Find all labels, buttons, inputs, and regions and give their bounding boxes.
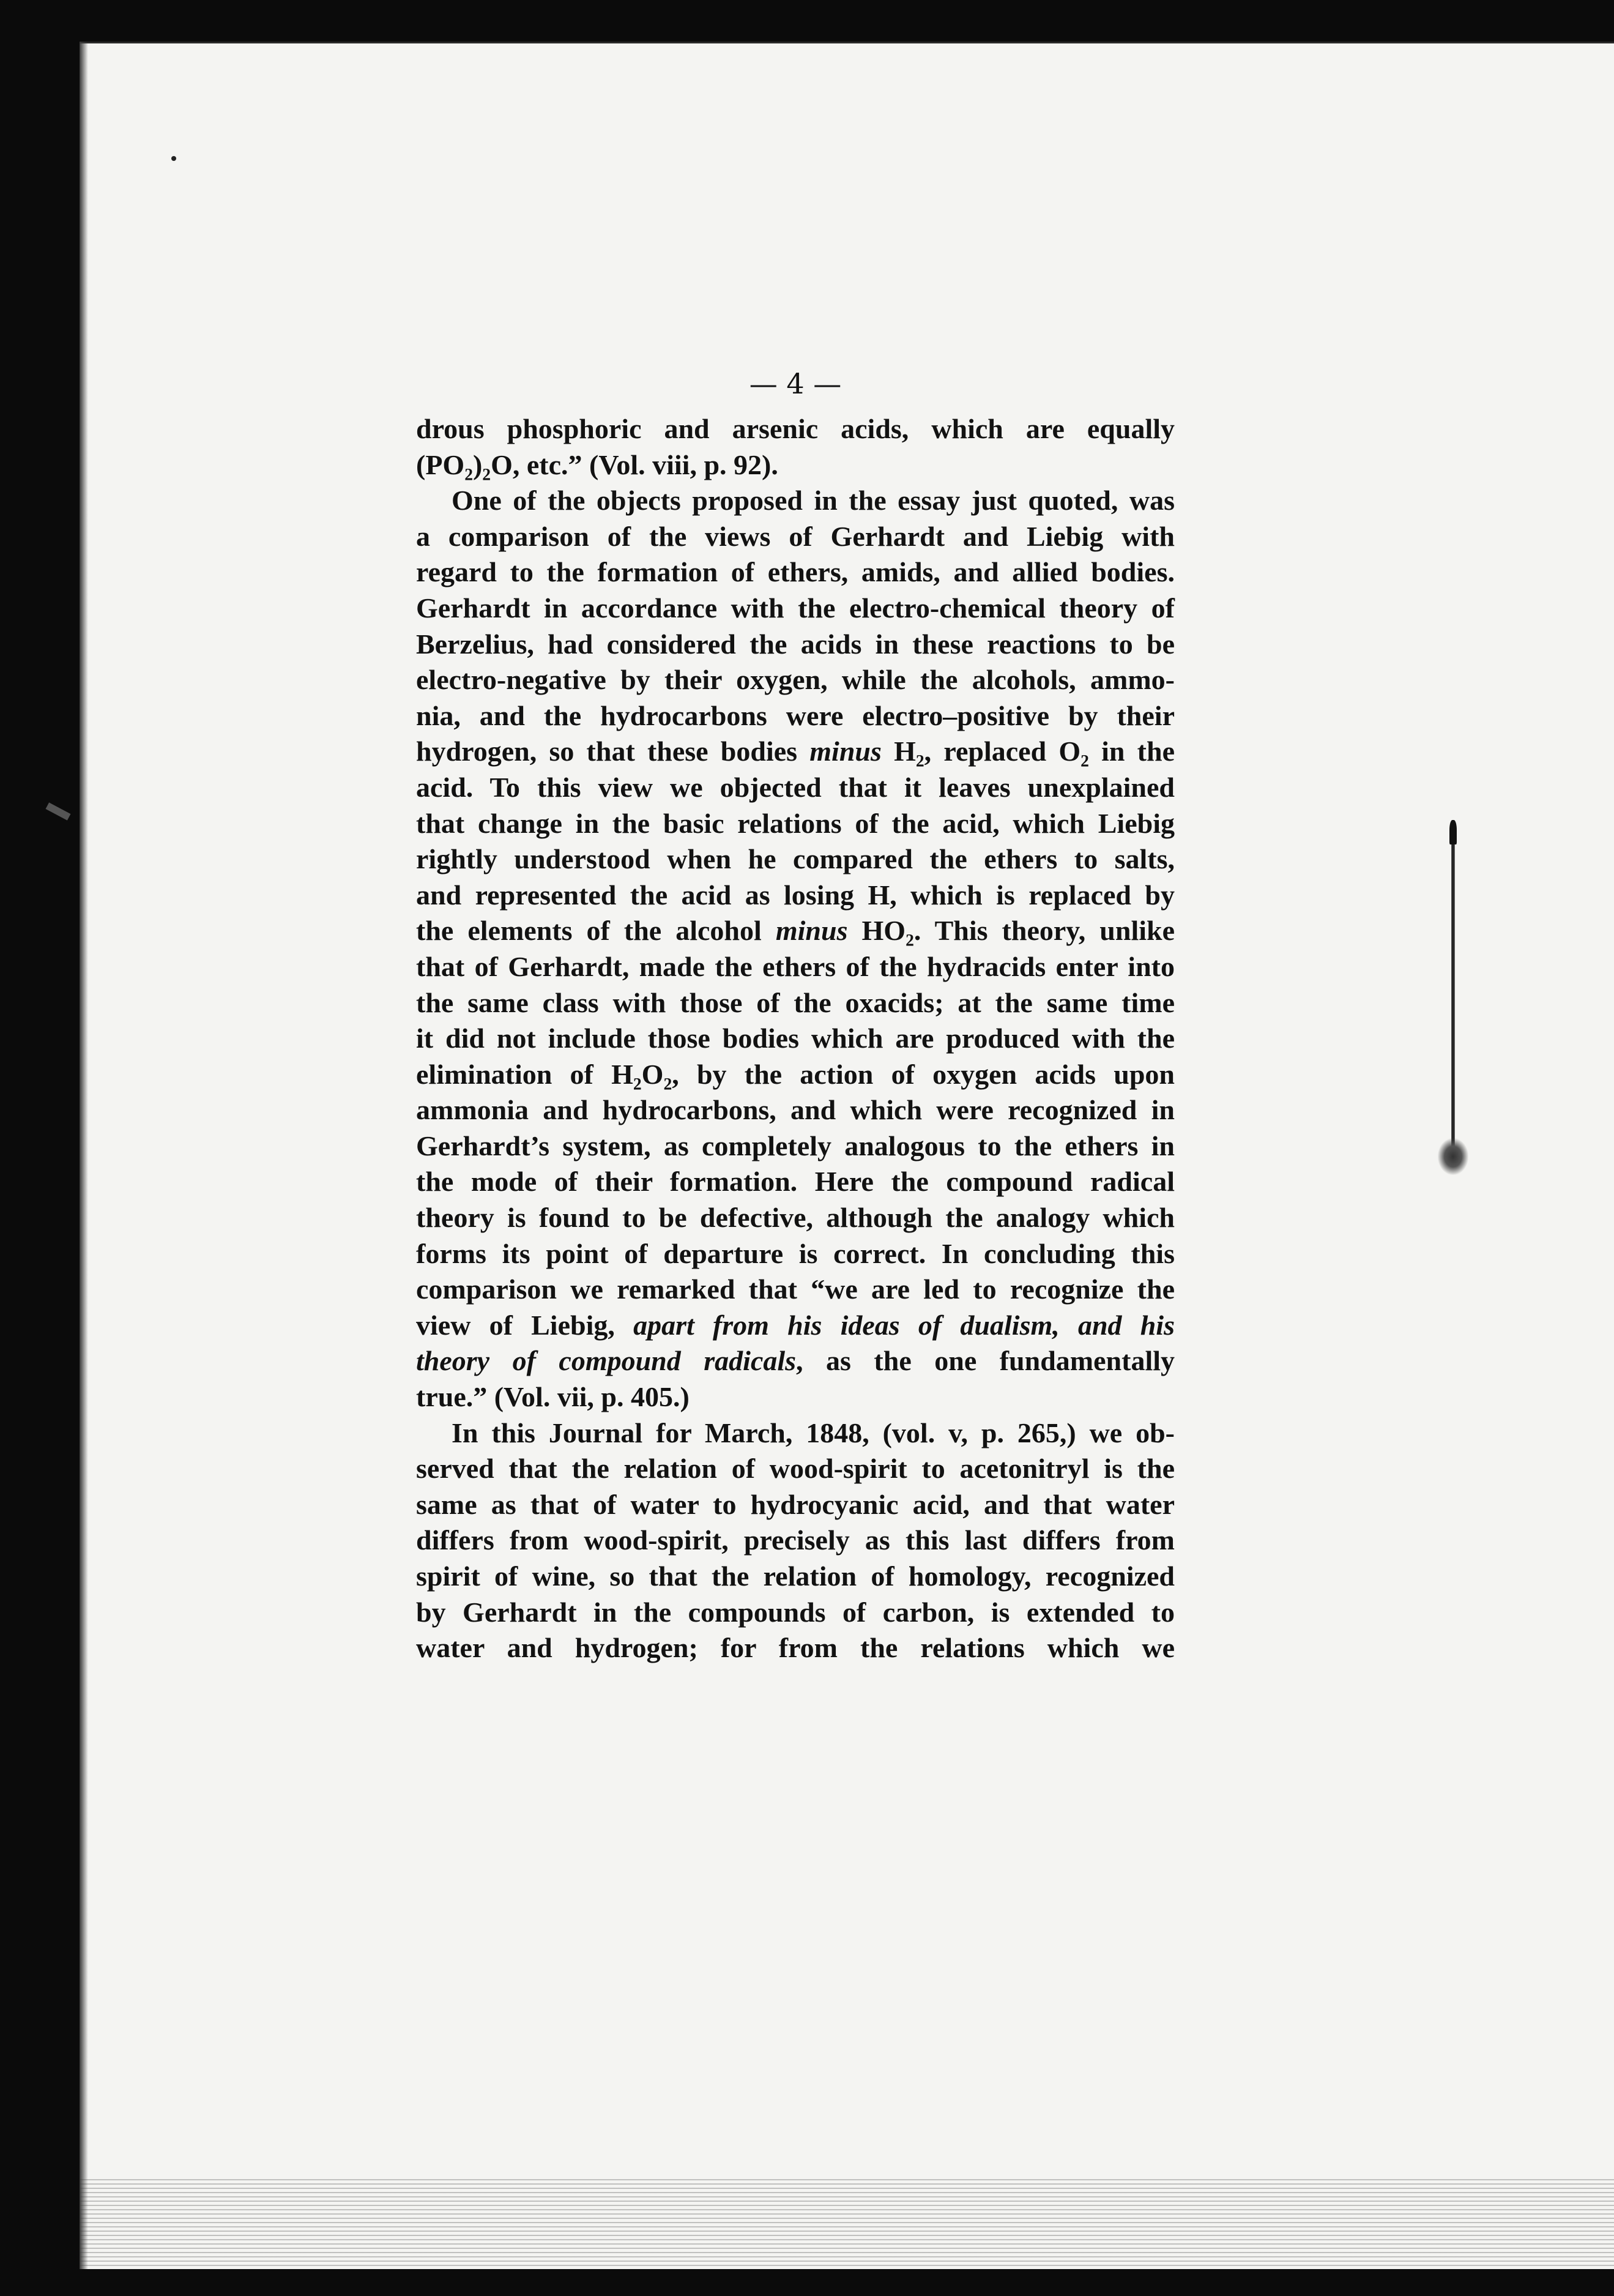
- text-line: by Gerhardt in the compounds of carbon, is extended to: [416, 1596, 1175, 1628]
- text-line: the same class with those of the oxacids; at the same time: [416, 986, 1175, 1018]
- text-line: and represented the acid as losing H, which is replaced by: [416, 879, 1175, 911]
- text-line: Berzelius, had considered the acids in these reactions to be: [416, 628, 1175, 660]
- page-bottom-edge: [80, 2179, 1614, 2270]
- text-line: In this Journal for March, 1848, (vol. v, p. 265,) we ob-: [452, 1417, 1175, 1448]
- text-line: (PO₂)₂O, etc.” (Vol. viii, p. 92).: [416, 449, 778, 480]
- text-line: the elements of the alcohol minus HO₂. This theory, unlike: [416, 915, 1175, 947]
- text-line: electro-negative by their oxygen, while the alcohols, ammo-: [416, 664, 1175, 696]
- text-line: drous phosphoric and arsenic acids, which are equally: [416, 413, 1175, 444]
- text-line: Gerhardt’s system, as completely analogous to the ethers in: [416, 1130, 1175, 1161]
- dust-speck: [171, 156, 176, 161]
- binding-mark-tip: [1449, 820, 1457, 844]
- text-line: the mode of their formation. Here the compound radical: [416, 1166, 1175, 1198]
- scan-left-edge: [0, 0, 80, 2296]
- text-line: rightly understood when he compared the ethers to salts,: [416, 843, 1175, 875]
- italic-phrase: minus: [775, 915, 848, 947]
- scan-bottom-edge: [0, 2269, 1614, 2296]
- italic-phrase: theory of compound radicals: [416, 1345, 797, 1377]
- italic-phrase: minus: [809, 736, 882, 767]
- text-line: hydrogen, so that these bodies minus H₂, replaced O₂ in the: [416, 736, 1175, 767]
- text-line: One of the objects proposed in the essay just quoted, was: [452, 485, 1175, 516]
- text-line: same as that of water to hydrocyanic acid, and that water: [416, 1488, 1175, 1520]
- text-line: it did not include those bodies which are produced with the: [416, 1023, 1175, 1054]
- text-line: water and hydrogen; for from the relations which we: [416, 1632, 1175, 1664]
- binding-mark-line: [1451, 844, 1455, 1150]
- italic-phrase: apart from his ideas of dualism, and his: [633, 1309, 1175, 1341]
- page-number: — 4 —: [749, 367, 842, 400]
- text-line: elimination of H₂O₂, by the action of oxygen acids upon: [416, 1058, 1175, 1090]
- text-line: theory is found to be defective, although the analogy which: [416, 1202, 1175, 1234]
- text-line: a comparison of the views of Gerhardt and Liebig with: [416, 520, 1175, 552]
- body-text: [416, 411, 1175, 1666]
- binding-mark: [1438, 820, 1468, 1175]
- text-line: nia, and the hydrocarbons were electro–positive by their: [416, 699, 1175, 731]
- text-line: that of Gerhardt, made the ethers of the hydracids enter into: [416, 950, 1175, 982]
- text-line: theory of compound radicals, as the one fundamentally: [416, 1345, 1175, 1377]
- text-line: comparison we remarked that “we are led to recognize the: [416, 1273, 1175, 1305]
- text-line: ammonia and hydrocarbons, and which were recognized in: [416, 1094, 1175, 1126]
- text-line: acid. To this view we objected that it leaves unexplained: [416, 771, 1175, 803]
- binding-mark-base: [1438, 1138, 1468, 1175]
- text-line: forms its point of departure is correct. In concluding this: [416, 1237, 1175, 1269]
- text-line: that change in the basic relations of the acid, which Liebig: [416, 807, 1175, 839]
- text-line: differs from wood-spirit, precisely as this last differs from: [416, 1524, 1175, 1556]
- page-edge-shadow: [80, 42, 88, 2269]
- text-line: true.” (Vol. vii, p. 405.): [416, 1381, 690, 1413]
- text-line: Gerhardt in accordance with the electro-chemical theory of: [416, 592, 1175, 624]
- text-line: regard to the formation of ethers, amids, and allied bodies.: [416, 556, 1175, 588]
- text-line: view of Liebig, apart from his ideas of dualism, and his: [416, 1309, 1175, 1341]
- text-line: served that the relation of wood-spirit to acetonitryl is the: [416, 1453, 1175, 1485]
- text-line: spirit of wine, so that the relation of homology, recognized: [416, 1560, 1175, 1592]
